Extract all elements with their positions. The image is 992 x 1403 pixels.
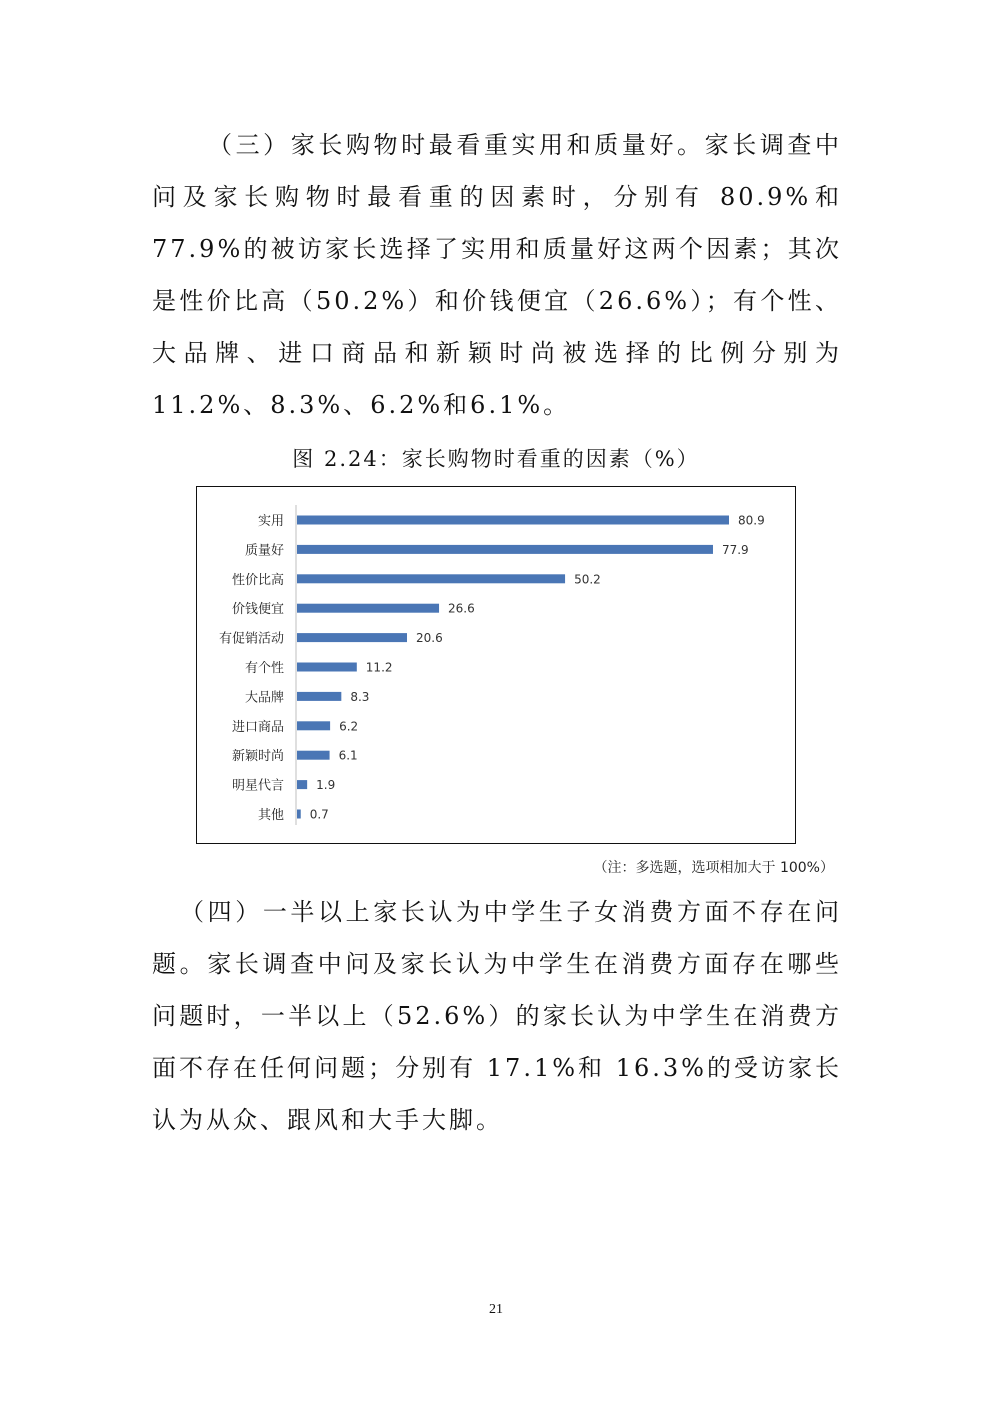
bar — [297, 604, 439, 613]
value-label: 0.7 — [309, 807, 329, 822]
category-label: 进口商品 — [231, 719, 284, 735]
category-label: 性价比高 — [231, 572, 284, 588]
bar — [297, 574, 565, 583]
bar — [297, 810, 301, 819]
bar — [297, 721, 330, 730]
paragraph-consumption-problems: （四）一半以上家长认为中学生子女消费方面不存在问题。家长调查中问及家长认为中学生在消费方面存在哪些问题时，一半以上（52.6%）的家长认为中学生在消费方面不存在任何问题；分别有 17.1%和 16.3%的受访家长认为从众、跟风和大手大脚。 — [152, 898, 842, 1134]
value-label: 26.6 — [448, 601, 475, 616]
value-label: 8.3 — [350, 689, 370, 704]
bar — [297, 633, 407, 642]
value-label: 20.6 — [416, 631, 443, 646]
value-label: 1.9 — [316, 778, 336, 793]
category-label: 明星代言 — [231, 778, 284, 794]
category-label: 实用 — [257, 514, 284, 529]
bar — [297, 516, 729, 525]
category-label: 有个性 — [244, 661, 284, 676]
value-label: 50.2 — [574, 572, 601, 587]
category-label: 大品牌 — [244, 690, 284, 706]
figure-note: （注：多选题，选项相加大于 100%） — [593, 860, 834, 876]
page-number: 21 — [489, 1302, 503, 1317]
value-label: 11.2 — [365, 660, 393, 675]
bar — [297, 663, 357, 672]
bar — [297, 780, 307, 789]
value-label: 80.9 — [738, 513, 765, 528]
bar-chart-svg — [197, 487, 797, 845]
value-label: 6.2 — [339, 719, 359, 734]
bar — [297, 692, 341, 701]
category-label: 有促销活动 — [218, 631, 284, 647]
category-label: 质量好 — [244, 543, 284, 559]
bar — [297, 545, 713, 554]
category-label: 其他 — [257, 808, 284, 823]
category-label: 新颖时尚 — [231, 749, 284, 765]
bar — [297, 751, 330, 760]
figure-caption: 图 2.24：家长购物时看重的因素（%） — [292, 447, 700, 471]
paragraph-shopping-factors: （三）家长购物时最看重实用和质量好。家长调查中问及家长购物时最看重的因素时，分别有 80.9%和 77.9%的被访家长选择了实用和质量好这两个因素；其次是性价比高（50.2%）和价钱便宜（26.6%）；有个性、大品牌、进口商品和新颖时尚被选择的比例分别为 11.2%、8.3%、6.2%和6.1%。 — [152, 131, 842, 419]
category-label: 价钱便宜 — [231, 602, 284, 618]
value-label: 6.1 — [338, 748, 358, 763]
value-label: 77.9 — [721, 542, 749, 557]
bar-chart — [196, 486, 796, 844]
